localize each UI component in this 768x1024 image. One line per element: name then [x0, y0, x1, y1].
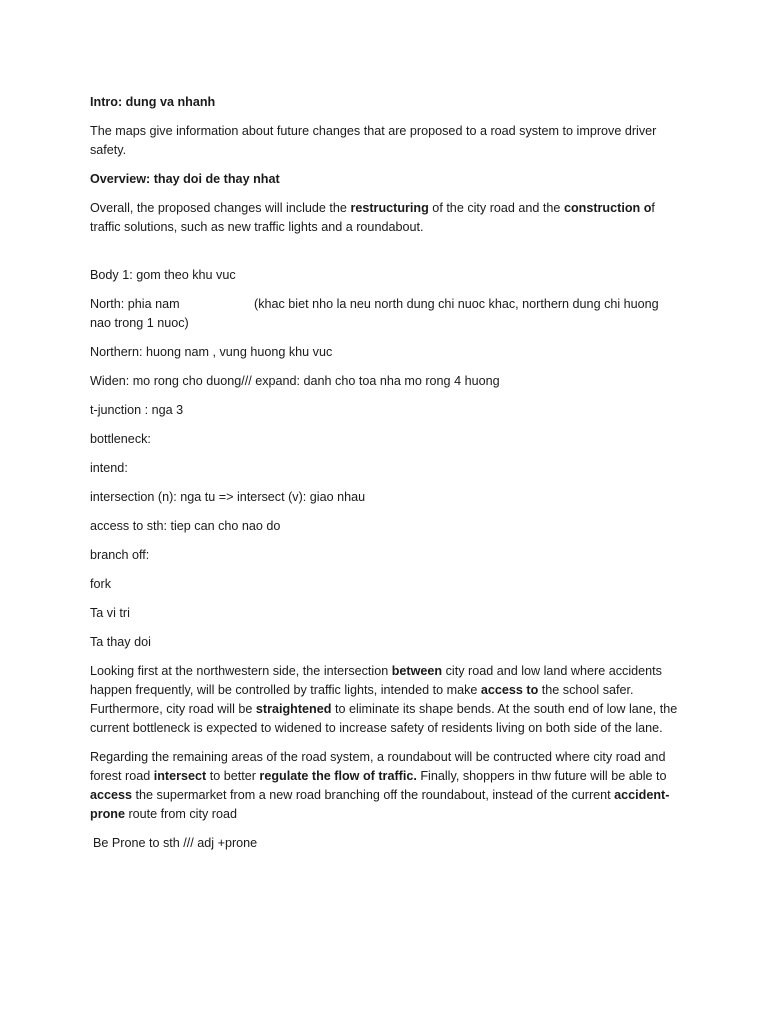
text-run: Overall, the proposed changes will include the: [90, 201, 351, 215]
text-run: the supermarket from a new road branching off the roundabout, instead of the current: [132, 788, 615, 802]
bold-phrase: intersect: [153, 769, 207, 783]
bold-phrase: between: [391, 664, 443, 678]
vocab-line: intersection (n): nga tu => intersect (v): giao nhau: [90, 490, 366, 504]
vocab-line: Northern: huong nam , vung huong khu vuc: [90, 345, 333, 359]
vocab-line: branch off:: [90, 548, 150, 562]
text-run: Looking first at the northwestern side, the intersection: [90, 664, 392, 678]
north-explanation: (khac biet nho la neu north dung chi nuoc khac, northern dung chi huong nao trong 1 nuoc): [90, 297, 659, 330]
bold-phrase: construction o: [563, 201, 652, 215]
intro-heading: Intro: dung va nhanh: [90, 95, 216, 109]
body1-heading: Body 1: gom theo khu vuc: [90, 268, 236, 282]
text-run: route from city road: [124, 807, 237, 821]
bold-phrase: access: [90, 788, 133, 802]
text-run: Regarding the remaining areas of the road system, a roundabout will be contructed where city road and forest road: [90, 750, 666, 783]
bold-phrase: accident-prone: [90, 788, 670, 821]
body-paragraph-1: [90, 662, 678, 738]
overview-heading: Overview: thay doi de thay nhat: [90, 172, 280, 186]
vocab-line: bottleneck:: [90, 432, 151, 446]
vocab-line: fork: [90, 577, 111, 591]
text-run: the school safer. Furthermore, city road will be: [90, 683, 634, 716]
vocab-line: Widen: mo rong cho duong/// expand: danh cho toa nha mo rong 4 huong: [90, 374, 500, 388]
text-run: of the city road and the: [428, 201, 564, 215]
bold-phrase: straightened: [255, 702, 332, 716]
bold-phrase: restructuring: [350, 201, 429, 215]
vocab-line: Ta thay doi: [90, 635, 151, 649]
text-run: city road and low land where accidents happen frequently, will be controlled by traffic lights, intended to make: [90, 664, 662, 697]
bold-phrase: access to: [480, 683, 539, 697]
vocab-line: t-junction : nga 3: [90, 403, 184, 417]
text-run: to eliminate its shape bends. At the south end of low lane, the current bottleneck is expected to widened to increase safety of residents living on both side of the lane.: [90, 702, 678, 735]
overview-text: [90, 199, 678, 237]
bold-phrase: regulate the flow of traffic.: [259, 769, 417, 783]
body-paragraph-2: [90, 748, 678, 824]
vocab-line: access to sth: tiep can cho nao do: [90, 519, 281, 533]
text-run: to better: [206, 769, 260, 783]
text-run: Finally, shoppers in thw future will be able to: [416, 769, 667, 783]
text-run: f traffic solutions, such as new traffic lights and a roundabout.: [90, 201, 655, 234]
intro-text: The maps give information about future changes that are proposed to a road system to improve driver safety.: [90, 124, 657, 157]
prone-note: Be Prone to sth /// adj +prone: [93, 836, 258, 850]
north-term: North: phia nam: [90, 297, 180, 311]
north-note: [90, 295, 678, 333]
vocab-line: Ta vi tri: [90, 606, 130, 620]
vocab-line: intend:: [90, 461, 128, 475]
